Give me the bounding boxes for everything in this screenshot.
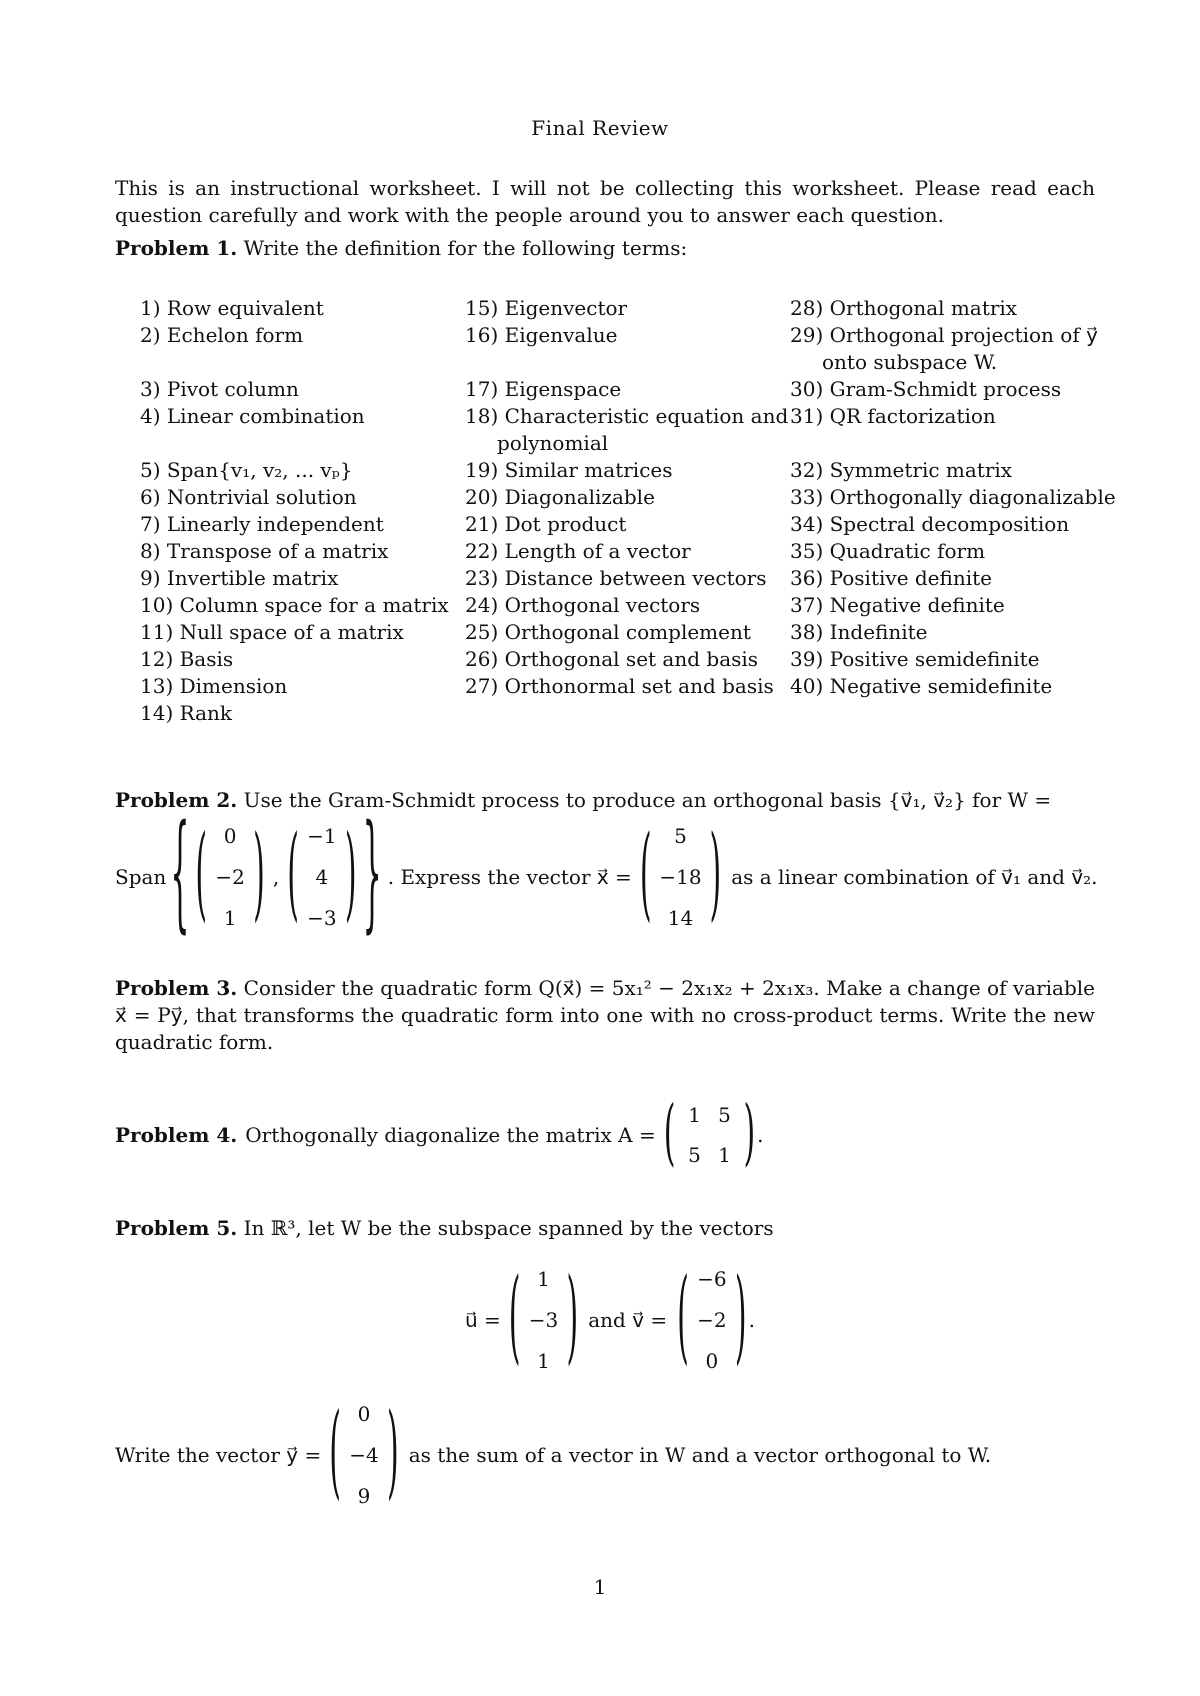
term-item: 5) Span{v₁, v₂, ... vₚ} — [140, 458, 353, 482]
term-item: 14) Rank — [140, 701, 233, 725]
term-item: 34) Spectral decomposition — [790, 512, 1070, 536]
vector-entry: 1 — [537, 1267, 550, 1291]
term-item: 40) Negative semidefinite — [790, 674, 1053, 698]
page-number: 1 — [593, 1575, 607, 1599]
term-item: 30) Gram-Schmidt process — [790, 377, 1062, 401]
vector-entry: −3 — [307, 906, 337, 930]
term-item: 32) Symmetric matrix — [790, 458, 1013, 482]
problem-2-label: Problem 2. — [115, 788, 238, 812]
span-label: Span — [115, 865, 167, 889]
right-brace: } — [362, 801, 382, 949]
vector-x: ( 5 −18 14 ) — [639, 815, 722, 935]
problem-4 — [115, 1090, 764, 1180]
u-label: u⃗ = — [465, 1308, 501, 1332]
term-item: 12) Basis — [140, 647, 234, 671]
matrix-entry: 5 — [688, 1143, 701, 1167]
vector-entry: 14 — [667, 906, 694, 930]
term-item: 28) Orthogonal matrix — [790, 296, 1018, 320]
term-item: 21) Dot product — [465, 512, 627, 536]
term-item: 27) Orthonormal set and basis — [465, 674, 774, 698]
term-item: 26) Orthogonal set and basis — [465, 647, 759, 671]
vector-entry: 0 — [223, 824, 237, 848]
term-item: 38) Indefinite — [790, 620, 928, 644]
term-item: 9) Invertible matrix — [140, 566, 339, 590]
problem-3 — [115, 975, 1095, 1056]
problem-2-equation — [115, 801, 1098, 949]
problem-3-text: Consider the quadratic form Q(x⃗) = 5x₁² − 2x₁x₂ + 2x₁x₃. Make a change of variable x⃗ = Py⃗, that transforms the quadratic form into one with no cross-product terms. Write the new quadratic form. — [115, 976, 1096, 1054]
term-item: 33) Orthogonally diagonalizable — [790, 485, 1116, 509]
term-item: 23) Distance between vectors — [465, 566, 767, 590]
problem-1-heading — [115, 235, 1095, 262]
problem-5-end-text: as the sum of a vector in W and a vector orthogonal to W. — [408, 1443, 992, 1467]
term-item: 29) Orthogonal projection of y⃗ — [790, 323, 1098, 347]
problem-5-vectors — [465, 1255, 755, 1385]
term-item-continuation: polynomial — [497, 431, 609, 455]
vector-entry: −1 — [307, 824, 337, 848]
vector-entry: 1 — [223, 906, 237, 930]
problem-1-text: Write the definition for the following terms: — [243, 236, 688, 260]
term-item-continuation: onto subspace W. — [822, 350, 998, 374]
term-item: 18) Characteristic equation and — [465, 404, 789, 428]
vector-entry: 9 — [357, 1484, 371, 1508]
term-item: 31) QR factorization — [790, 404, 996, 428]
term-item: 24) Orthogonal vectors — [465, 593, 701, 617]
problem-4-period: . — [757, 1123, 764, 1147]
problem-5-text: In ℝ³, let W be the subspace spanned by the vectors — [243, 1216, 774, 1240]
vector-v1: ( 0 −2 1 ) — [195, 815, 265, 935]
matrix-entry: 5 — [718, 1103, 731, 1127]
term-item: 4) Linear combination — [140, 404, 365, 428]
term-item: 20) Diagonalizable — [465, 485, 655, 509]
term-item: 16) Eigenvalue — [465, 323, 618, 347]
vector-entry: 4 — [315, 865, 329, 889]
term-item: 3) Pivot column — [140, 377, 299, 401]
term-item: 22) Length of a vector — [465, 539, 691, 563]
vector-entry: −3 — [528, 1308, 559, 1332]
problem-2-end-text: as a linear combination of v⃗₁ and v⃗₂. — [731, 865, 1098, 889]
term-item: 2) Echelon form — [140, 323, 304, 347]
problem-2-text: Use the Gram-Schmidt process to produce an orthogonal basis {v⃗₁, v⃗₂} for W = — [243, 788, 1052, 812]
problem-5-question — [115, 1390, 991, 1520]
problem-4-label: Problem 4. — [115, 1123, 238, 1147]
matrix-entry: 1 — [718, 1143, 731, 1167]
term-item: 10) Column space for a matrix — [140, 593, 449, 617]
term-item: 37) Negative definite — [790, 593, 1005, 617]
vector-entry: 1 — [537, 1349, 550, 1373]
vector-v2: ( −1 4 −3 ) — [287, 815, 357, 935]
term-item: 13) Dimension — [140, 674, 288, 698]
left-brace: { — [170, 801, 190, 949]
vector-y: ( 0 −4 9 ) — [329, 1393, 399, 1513]
write-y-label: Write the vector y⃗ = — [115, 1443, 322, 1467]
term-item: 19) Similar matrices — [465, 458, 673, 482]
term-item: 1) Row equivalent — [140, 296, 324, 320]
matrix-A: ( 1 5 5 1 ) — [663, 1091, 756, 1176]
problem-3-label: Problem 3. — [115, 976, 238, 1000]
problem-4-text: Orthogonally diagonalize the matrix A = — [245, 1123, 656, 1147]
problem-5-heading — [115, 1215, 1095, 1242]
vector-entry: 5 — [674, 824, 687, 848]
term-item: 36) Positive definite — [790, 566, 993, 590]
term-item: 35) Quadratic form — [790, 539, 986, 563]
problem-5-label: Problem 5. — [115, 1216, 238, 1240]
vector-entry: −2 — [215, 865, 245, 889]
problem-1-label: Problem 1. — [115, 236, 238, 260]
and-v-label: and v⃗ = — [588, 1308, 668, 1332]
vector-u: ( 1 −3 1 ) — [508, 1258, 579, 1378]
term-item: 25) Orthogonal complement — [465, 620, 751, 644]
comma: , — [272, 865, 280, 889]
vector-entry: 0 — [705, 1349, 719, 1373]
term-item: 7) Linearly independent — [140, 512, 384, 536]
term-item: 17) Eigenspace — [465, 377, 622, 401]
intro-paragraph: This is an instructional worksheet. I will not be collecting this worksheet. Please read each question carefully and work with the people around you to answer each question. — [115, 176, 1095, 227]
vector-entry: −4 — [349, 1443, 379, 1467]
term-item: 6) Nontrivial solution — [140, 485, 357, 509]
problem-5-period: . — [748, 1308, 755, 1332]
problem-2-mid-text: . Express the vector x⃗ = — [387, 865, 632, 889]
matrix-entry: 1 — [688, 1103, 701, 1127]
page-title: Final Review — [531, 116, 669, 140]
problem-2-heading — [115, 787, 1095, 814]
vector-entry: −18 — [659, 865, 702, 889]
vector-entry: −6 — [697, 1267, 727, 1291]
term-item: 8) Transpose of a matrix — [140, 539, 389, 563]
term-item: 39) Positive semidefinite — [790, 647, 1040, 671]
term-item: 11) Null space of a matrix — [140, 620, 404, 644]
vector-entry: −2 — [697, 1308, 727, 1332]
term-item: 15) Eigenvector — [465, 296, 628, 320]
vector-v: ( −6 −2 0 ) — [677, 1258, 747, 1378]
vector-entry: 0 — [357, 1402, 371, 1426]
